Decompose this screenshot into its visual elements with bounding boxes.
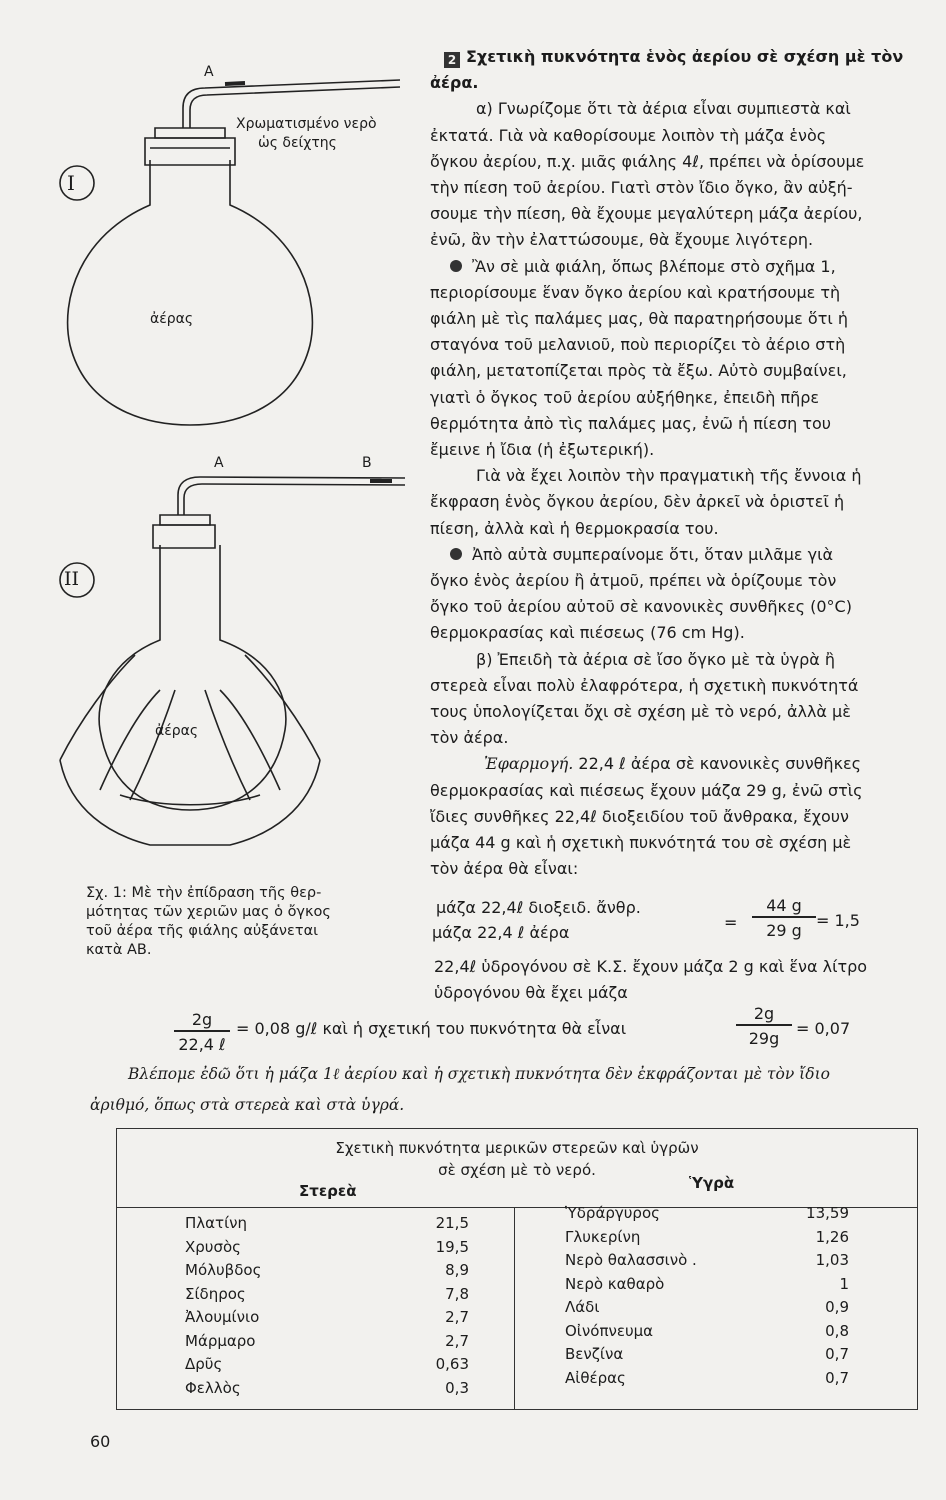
para-a-line: τὴν πίεση τοῦ ἀερίου. Γιατὶ στὸν ἴδιο ὄγκο, ἂν αὐξή- [430, 178, 853, 198]
fraction-denominator: 22,4 ℓ [178, 1034, 226, 1054]
bullet-paragraph-1 [430, 254, 936, 280]
bullet1-line: θερμότητα ἀπὸ τὶς παλάμες μας, ἐνῶ ἡ πίεση του [430, 413, 832, 433]
ratio-result: = 1,5 [816, 911, 860, 930]
application-line: ἴδιες συνθῆκες 22,4ℓ διοξειδίου τοῦ ἄνθρακα, ἔχουν [430, 806, 849, 826]
para-a-line: ἐνῶ, ἂν τὴν ἐλαττώσουμε, θὰ ἔχουμε λιγότερη. [430, 230, 814, 250]
liquid-value: 1,03 [815, 1251, 849, 1269]
application-paragraph [430, 751, 936, 777]
para-3-line: Γιὰ νὰ ἔχει λοιπὸν τὴν πραγματικὴ τῆς ἔννοια ἡ [476, 466, 862, 486]
solid-value: 19,5 [435, 1237, 469, 1256]
liquid-value: 13,59 [806, 1204, 849, 1222]
para-b-line: β) Ἐπειδὴ τὰ ἀέρια σὲ ἴσο ὄγκο μὲ τὰ ὑγρὰ ἢ [476, 649, 835, 669]
liquid-name: Γλυκερίνη [565, 1227, 641, 1246]
para-b-line: στερεὰ εἶναι πολὺ ἐλαφρότερα, ἡ σχετικὴ πυκνότητά [430, 675, 859, 695]
solid-value: 0,63 [435, 1355, 469, 1373]
bullet2-line: Ἀπὸ αὐτὰ συμπεραίνομε ὅτι, ὅταν μιλᾶμε γιὰ [472, 544, 834, 564]
table-title-line: Σχετικὴ πυκνότητα μερικῶν στερεῶν καὶ ὑγρῶν [335, 1139, 699, 1157]
point-a-label-2: A [214, 455, 224, 471]
bullet2-line: θερμοκρασίας καὶ πιέσεως (76 cm Hg). [430, 623, 745, 643]
point-a-label-1: A [204, 64, 214, 80]
liquid-name: Λάδι [565, 1298, 600, 1316]
para-a-line: ὄγκου ἀερίου, π.χ. μιᾶς φιάλης 4ℓ, πρέπει νὰ ὁρίσουμε [430, 151, 865, 171]
hydrogen-density-text: = 0,08 g/ℓ καὶ ἡ σχετική του πυκνότητα θὰ εἶναι [236, 1019, 627, 1038]
section-heading [430, 44, 936, 70]
bullet2-line: ὄγκο ἑνὸς ἀερίου ἢ ἀτμοῦ, πρέπει νὰ ὁρίζουμε τὸν [430, 571, 837, 591]
solid-name: Μάρμαρο [185, 1331, 256, 1350]
caption-line: μότητας τῶν χεριῶν μας ὁ ὄγκος [86, 904, 331, 920]
solids-header: Στερεὰ [299, 1182, 357, 1200]
liquid-name: Νερὸ θαλασσινὸ . [565, 1251, 697, 1269]
liquid-value: 0,7 [825, 1345, 849, 1363]
application-line: 22,4 ℓ ἀέρα σὲ κανονικὲς συνθῆκες [578, 754, 862, 774]
para-3-line: ἔκφραση ἑνὸς ὄγκου ἀερίου, δὲν ἀρκεῖ νὰ ὁριστεῖ ἡ [430, 492, 845, 512]
table-column-divider [514, 1207, 515, 1409]
bullet1-line: φιάλη μὲ τὶς παλάμες μας, θὰ παρατηρήσουμε ὅτι ἡ [430, 309, 848, 329]
liquid-value: 0,9 [825, 1298, 849, 1316]
liquid-name: Βενζίνα [565, 1345, 624, 1363]
table-title [117, 1137, 917, 1181]
bullet1-line: ἔμεινε ἡ ἴδια (ἡ ἐξωτερική). [430, 440, 655, 460]
liquid-value: 1 [839, 1274, 849, 1293]
application-line: θερμοκρασίας καὶ πιέσεως ἔχουν μάζα 29 g, ἐνῶ στὶς [430, 780, 863, 800]
fraction-denominator: 29 g [766, 920, 802, 940]
bullet1-line: γιατὶ ὁ ὄγκος τοῦ ἀερίου αὐξήθηκε, ἐπειδὴ πῆρε [430, 387, 820, 407]
ratio-fraction-labels [432, 898, 694, 942]
air-label-1: ἀέρας [150, 311, 194, 327]
caption-line: τοῦ ἀέρα τῆς φιάλης αὐξάνεται [86, 923, 319, 939]
liquid-name: Νερὸ καθαρὸ [565, 1274, 665, 1293]
figure-caption [86, 884, 386, 960]
liquid-value: 0,7 [825, 1368, 849, 1387]
para-b-line: τους ὑπολογίζεται ὄχι σὲ σχέση μὲ τὸ νερό, ἀλλὰ μὲ [430, 702, 851, 722]
note-line: ἀριθμό, ὅπως στὰ στερεὰ καὶ στὰ ὑγρά. [90, 1096, 405, 1114]
liquid-name: Ὑδράργυρος [565, 1204, 660, 1222]
hydrogen-density-fraction [174, 1010, 230, 1054]
indicator-label-2: ὡς δείχτης [258, 135, 337, 151]
para-b-line: τὸν ἀέρα. [430, 728, 509, 748]
caption-line: κατὰ ΑΒ. [86, 942, 152, 958]
liquids-header: Ὑγρὰ [689, 1174, 735, 1192]
fraction-numerator: 2g [191, 1010, 213, 1029]
bullet-paragraph-2 [430, 542, 936, 568]
para-a-line: σουμε τὴν πίεση, θὰ ἔχουμε μεγαλύτερη μάζα ἀερίου, [430, 204, 863, 224]
right-column [430, 44, 936, 883]
flask-illustration [0, 0, 430, 880]
solid-value: 7,8 [445, 1284, 469, 1303]
solid-name: Ἀλουμίνιο [185, 1308, 260, 1326]
page-number: 60 [90, 1432, 111, 1451]
flask-figure [0, 0, 430, 880]
indicator-label-1: Χρωματισμένο νερὸ [236, 116, 377, 132]
solid-value: 2,7 [445, 1331, 469, 1350]
figure-label-two: II [64, 568, 80, 590]
liquid-name: Αἰθέρας [565, 1368, 626, 1387]
solid-name: Χρυσὸς [185, 1237, 241, 1256]
section-number: 2 [444, 52, 460, 68]
density-table [116, 1128, 918, 1410]
caption-line: Σχ. 1: Μὲ τὴν ἐπίδραση τῆς θερ- [86, 885, 322, 901]
para-3-line: πίεση, ἀλλὰ καὶ ἡ θερμοκρασία του. [430, 518, 719, 538]
bullet1-line: περιορίσουμε ἕναν ὄγκο ἀερίου καὶ κρατήσουμε τὴ [430, 282, 841, 302]
fraction-numerator: μάζα 22,4ℓ διοξειδ. ἄνθρ. [436, 898, 641, 917]
solid-value: 8,9 [445, 1261, 469, 1279]
liquid-value: 0,8 [825, 1321, 849, 1340]
liquid-value: 1,26 [815, 1227, 849, 1246]
bullet1-line: φιάλη, μετατοπίζεται πρὸς τὰ ἔξω. Αὐτὸ συμβαίνει, [430, 361, 847, 381]
relative-density-fraction [736, 1004, 792, 1048]
fraction-numerator: 44 g [766, 896, 802, 915]
bullet1-line: σταγόνα τοῦ μελανιοῦ, ποὺ περιορίζει τὸ ἀέριο στὴ [430, 335, 846, 355]
solid-name: Πλατίνη [185, 1214, 248, 1232]
application-label: Ἐφαρμογή. [484, 754, 574, 774]
bullet-icon [450, 260, 462, 272]
note-line: Βλέπομε ἐδῶ ὅτι ἡ μάζα 1ℓ ἀερίου καὶ ἡ σχετικὴ πυκνότητα δὲν ἐκφράζονται μὲ τὸν ἴδιο [128, 1065, 830, 1083]
fraction-numerator: 2g [753, 1004, 775, 1023]
solid-name: Σίδηρος [185, 1284, 246, 1303]
section-heading-cont: ἀέρα. [430, 73, 479, 93]
ratio-fraction-values [752, 896, 816, 940]
solid-name: Φελλὸς [185, 1378, 241, 1397]
heading-text: Σχετικὴ πυκνότητα ἑνὸς ἀερίου σὲ σχέση μὲ τὸν [466, 47, 904, 66]
solid-value: 2,7 [445, 1308, 469, 1326]
solid-name: Μόλυβδος [185, 1261, 262, 1279]
fraction-denominator: 29g [748, 1028, 780, 1048]
table-title-line: σὲ σχέση μὲ τὸ νερό. [438, 1161, 596, 1179]
equals-sign: = [724, 913, 738, 932]
air-label-2: ἀέρας [155, 723, 199, 739]
figure-label-one: I [67, 171, 75, 195]
solid-value: 21,5 [435, 1214, 469, 1232]
bullet1-line: Ἂν σὲ μιὰ φιάλη, ὅπως βλέπομε στὸ σχῆμα 1, [472, 256, 836, 276]
solid-name: Δρῦς [185, 1355, 223, 1373]
hydrogen-line: 22,4ℓ ὑδρογόνου σὲ Κ.Σ. ἔχουν μάζα 2 g καὶ ἕνα λίτρο [434, 957, 868, 976]
point-b-label: B [362, 455, 372, 471]
bullet2-line: ὄγκο τοῦ ἀερίου αὐτοῦ σὲ κανονικὲς συνθῆκες (0°C) [430, 597, 852, 617]
para-a-line: α) Γνωρίζομε ὅτι τὰ ἀέρια εἶναι συμπιεστὰ καὶ [476, 99, 851, 119]
application-line: τὸν ἀέρα θὰ εἶναι: [430, 859, 579, 879]
bullet-icon [450, 548, 462, 560]
relative-density-result: = 0,07 [796, 1019, 851, 1038]
fraction-denominator: μάζα 22,4 ℓ ἀέρα [432, 922, 570, 942]
para-a-line: ἐκτατά. Γιὰ νὰ καθορίσουμε λοιπὸν τὴ μάζα ἑνὸς [430, 125, 827, 145]
hydrogen-line: ὑδρογόνου θὰ ἔχει μάζα [434, 983, 628, 1002]
solid-value: 0,3 [445, 1378, 469, 1397]
application-line: μάζα 44 g καὶ ἡ σχετικὴ πυκνότητά του σὲ σχέση μὲ [430, 833, 852, 853]
liquid-name: Οἰνόπνευμα [565, 1321, 654, 1340]
